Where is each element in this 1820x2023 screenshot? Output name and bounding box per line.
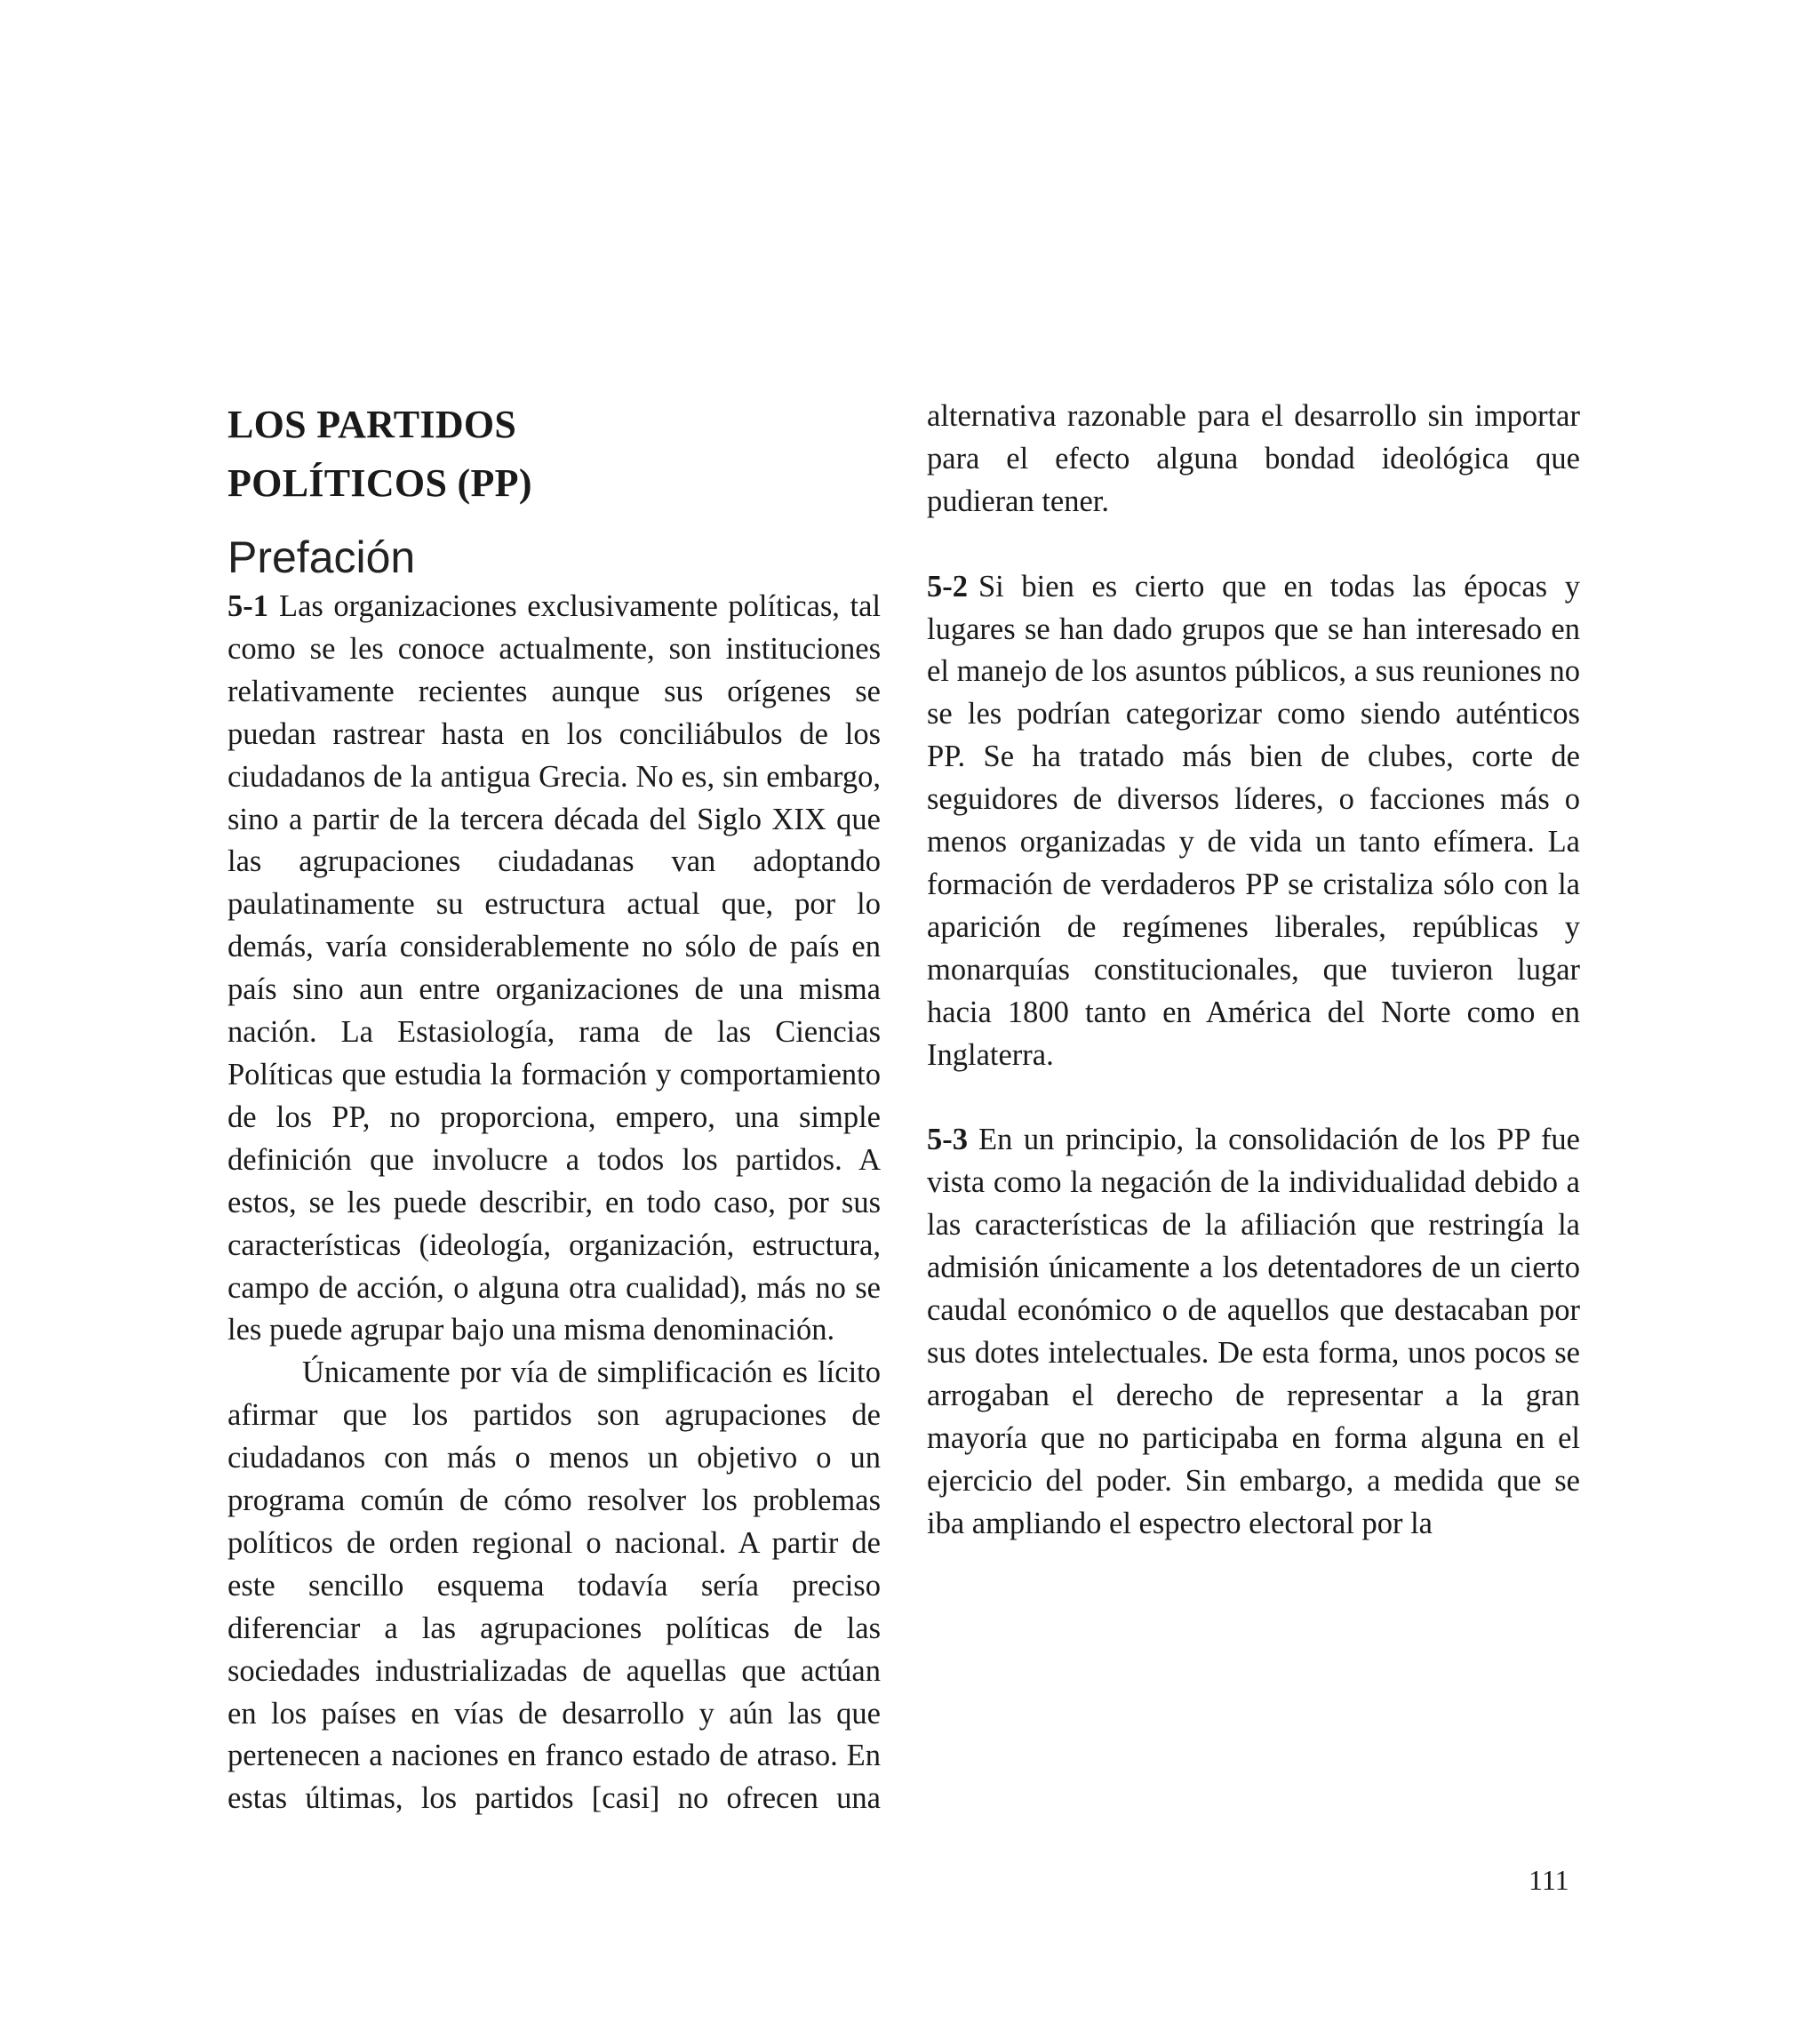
chapter-title-line-1: LOS PARTIDOS [228, 403, 517, 446]
paragraph-5-2 [927, 566, 1580, 1077]
section-subheading: Prefación [228, 532, 416, 582]
section-number-5-2: 5-2 [927, 569, 968, 604]
paragraph-5-2-text: Si bien es cierto que en todas las épocas y lugares se han dado grupos que se han interesado en el manejo de los asuntos públicos, a sus reuniones no se les podrían categorizar como siendo auténticos PP. Se ha tratado más bien de clubes, corte de seguidores de diversos líderes, o facciones más o menos organizadas y de vida un tanto efímera. La formación de verdaderos PP se cristaliza sólo con la aparición de regímenes liberales, repúblicas y monarquías constitucionales, que tuvieron lugar hacia 1800 tanto en América del Norte como en Inglaterra. [927, 569, 1580, 1072]
right-column [927, 396, 1580, 1545]
page-number: 111 [1529, 1864, 1569, 1896]
paragraph-5-3-text: En un principio, la consolidación de los PP fue vista como la negación de la individualidad debido a las características de la afiliación que restringía la admisión únicamente a los detentadores de un cierto caudal económico o de aquellos que destacaban por sus dotes intelectuales. De esta forma, unos pocos se arrogaban el derecho de representar a la gran mayoría que no participaba en forma alguna en el ejercicio del poder. Sin embargo, a medida que se iba ampliando el espectro electoral por la [927, 1123, 1580, 1540]
chapter-title-line-2: POLÍTICOS (PP) [228, 461, 532, 505]
paragraph-5-1-continued-text: Únicamente por vía de simplificación es lícito afirmar que los partidos son agrupaciones de ciudadanos con más o menos un objetivo o un programa común de cómo resolver los problemas políticos de orden regional o nacional. A partir de este sencillo esquema todavía sería preciso diferenciar a las agrupaciones políticas de las sociedades industrializadas de aquellas que actúan en los países en vías de desarrollo y aún las que pertenecen a naciones en franco estado de atraso. En estas últimas, los partidos [casi] no ofrecen una [228, 1355, 881, 1816]
paragraph-5-1-text: Las organizaciones exclusivamente políticas, tal como se les conoce actualmente, son instituciones relativamente recientes aunque sus orígenes se puedan rastrear hasta en los conciliábulos de los ciudadanos de la antigua Grecia. No es, sin embargo, sino a partir de la tercera década del Siglo XIX que las agrupaciones ciudadanas van adoptando paulatinamente su estructura actual que, por lo demás, varía considerablemente no sólo de país en país sino aun entre organizaciones de una misma nación. La Estasiología, rama de las Ciencias Políticas que estudia la formación y comportamiento de los PP, no proporciona, empero, una simple definición que involucre a todos los partidos. A estos, se les puede describir, en todo caso, por sus características (ideología, organización, estructura, campo de acción, o alguna otra cualidad), más no se les puede agrupar bajo una misma denominación. [228, 589, 881, 1347]
section-number-5-1: 5-1 [228, 589, 268, 623]
chapter-title [228, 396, 881, 513]
paragraph-5-1-continued-right: alternativa razonable para el desarrollo sin importar para el efecto alguna bondad ideológica que pudieran tener. [927, 399, 1580, 518]
paragraph-5-1 [228, 586, 881, 1352]
section-number-5-3: 5-3 [927, 1123, 968, 1157]
paragraph-5-1-continued [228, 1352, 881, 1820]
left-column [228, 396, 881, 1820]
paragraph-5-3 [927, 1119, 1580, 1545]
